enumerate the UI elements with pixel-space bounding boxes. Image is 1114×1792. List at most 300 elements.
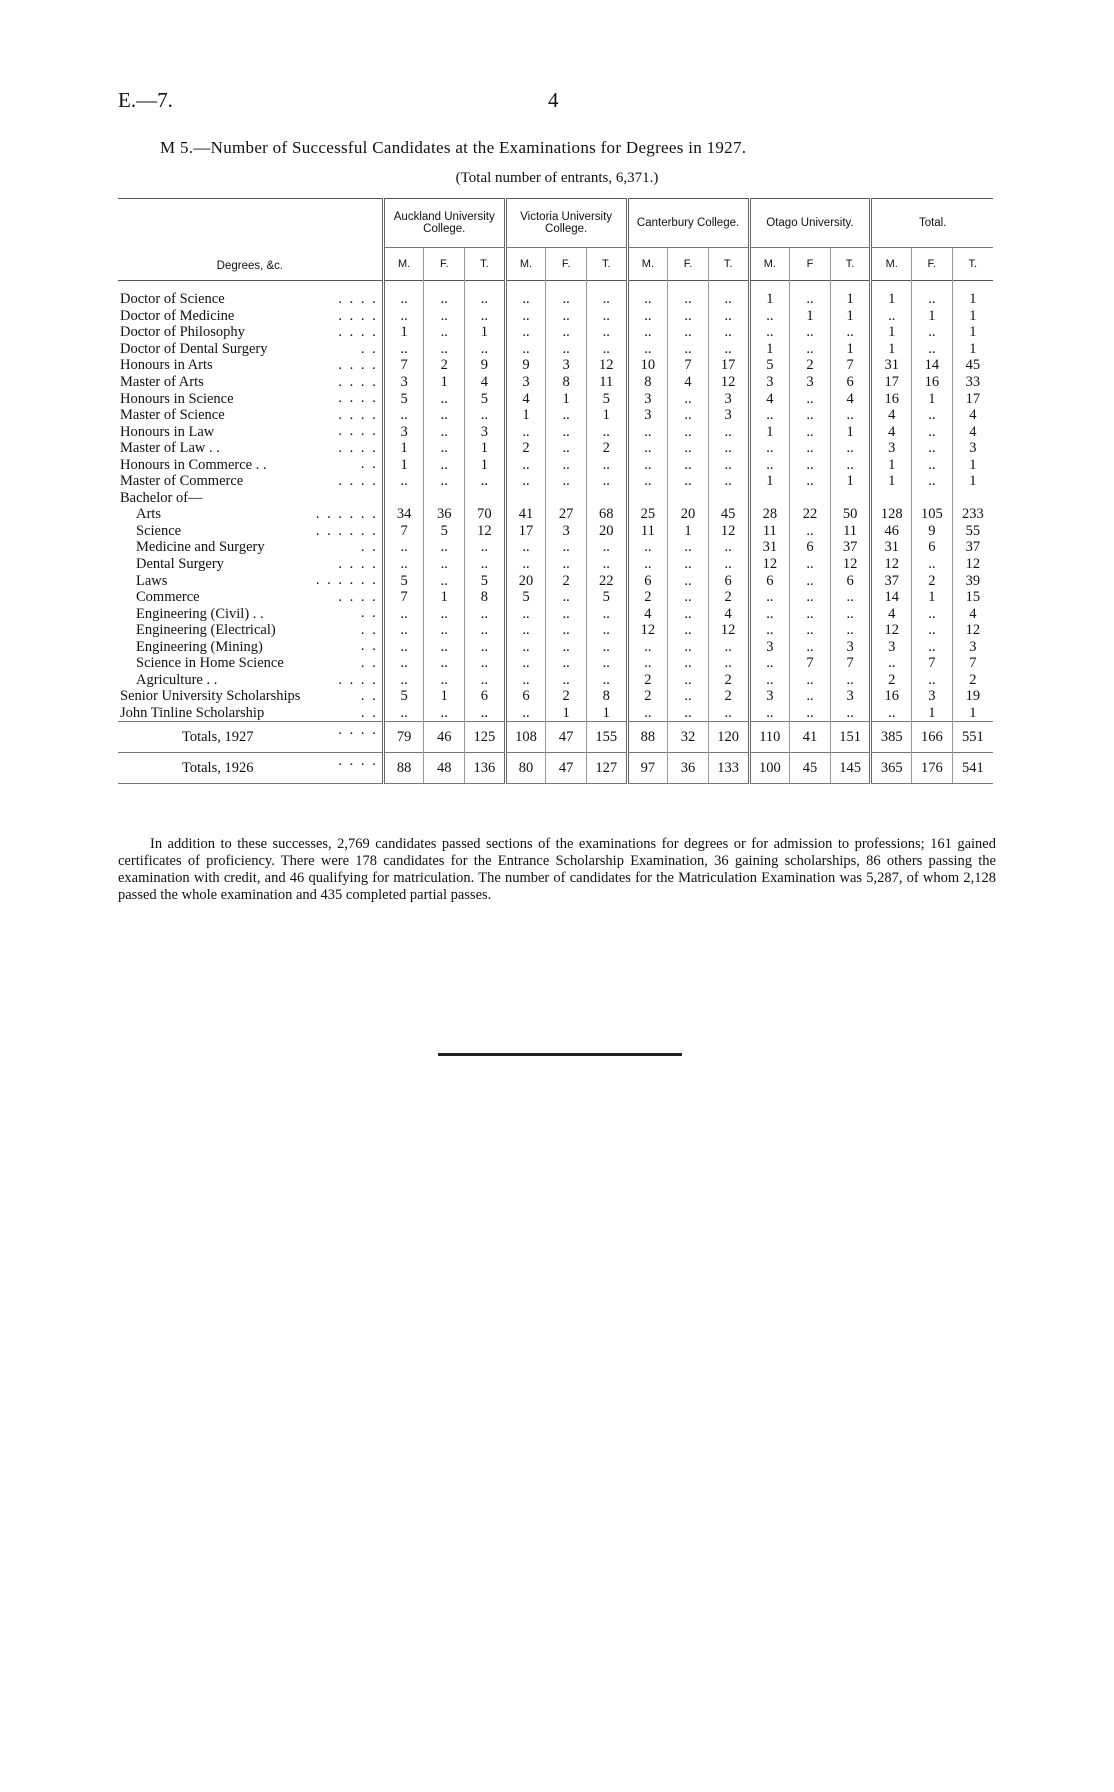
value-cell: .. — [505, 324, 546, 341]
value-cell: 1 — [830, 291, 871, 308]
value-cell: 22 — [790, 506, 831, 523]
value-cell: .. — [668, 390, 709, 407]
value-cell: 7 — [383, 589, 424, 606]
value-cell: .. — [871, 655, 912, 672]
row-label-cell — [118, 722, 383, 753]
row-label-cell — [118, 374, 383, 391]
value-cell: .. — [546, 407, 587, 424]
value-cell: .. — [505, 556, 546, 573]
row-label-cell — [118, 390, 383, 407]
value-cell: .. — [627, 638, 668, 655]
value-cell: 41 — [790, 722, 831, 753]
row-label: Honours in Commerce . . — [120, 456, 267, 473]
value-cell: 1 — [871, 324, 912, 341]
value-cell: 3 — [830, 688, 871, 705]
value-cell: .. — [668, 473, 709, 490]
value-cell: 79 — [383, 722, 424, 753]
leader-dots: . . . . . . — [315, 506, 378, 523]
value-cell: 5 — [465, 572, 506, 589]
value-cell: 1 — [586, 407, 627, 424]
value-cell: .. — [546, 456, 587, 473]
sex-column-header: T. — [586, 248, 627, 281]
value-cell: 3 — [749, 374, 790, 391]
value-cell: .. — [830, 605, 871, 622]
value-cell: 12 — [952, 622, 993, 639]
value-cell: 1 — [952, 291, 993, 308]
value-cell: 1 — [424, 688, 465, 705]
row-label: Arts — [136, 506, 161, 523]
value-cell: .. — [668, 622, 709, 639]
value-cell: .. — [627, 291, 668, 308]
value-cell: 2 — [708, 688, 749, 705]
value-cell: 11 — [586, 374, 627, 391]
value-cell: .. — [465, 341, 506, 358]
value-cell: 2 — [627, 672, 668, 689]
value-cell: 3 — [465, 423, 506, 440]
value-cell: .. — [465, 556, 506, 573]
table-row — [118, 490, 993, 507]
value-cell: .. — [912, 605, 953, 622]
value-cell: 155 — [586, 722, 627, 753]
value-cell: 4 — [749, 390, 790, 407]
value-cell: 11 — [749, 523, 790, 540]
table-row — [118, 655, 993, 672]
value-cell: 12 — [627, 622, 668, 639]
value-cell: 4 — [871, 423, 912, 440]
value-cell: 1 — [830, 341, 871, 358]
value-cell: 1 — [952, 456, 993, 473]
value-cell: 12 — [708, 374, 749, 391]
value-cell: 5 — [749, 357, 790, 374]
value-cell: .. — [383, 539, 424, 556]
table-subtitle: (Total number of entrants, 6,371.) — [455, 170, 659, 186]
value-cell: 1 — [912, 390, 953, 407]
value-cell: .. — [830, 324, 871, 341]
value-cell: .. — [912, 324, 953, 341]
value-cell: .. — [424, 456, 465, 473]
value-cell: .. — [627, 440, 668, 457]
value-cell: .. — [790, 688, 831, 705]
value-cell: .. — [424, 390, 465, 407]
value-cell: .. — [749, 308, 790, 325]
value-cell: 4 — [952, 423, 993, 440]
value-cell: .. — [668, 539, 709, 556]
value-cell: 5 — [586, 589, 627, 606]
leader-dots: . . . . — [338, 406, 378, 423]
row-label-cell — [118, 291, 383, 308]
table-row — [118, 291, 993, 308]
leader-dots: . . . . — [338, 390, 378, 407]
value-cell: 34 — [383, 506, 424, 523]
value-cell — [505, 490, 546, 507]
row-label-cell — [118, 605, 383, 622]
value-cell: 16 — [871, 390, 912, 407]
value-cell: 48 — [424, 753, 465, 784]
value-cell: 145 — [830, 753, 871, 784]
value-cell: .. — [424, 324, 465, 341]
value-cell: 1 — [749, 341, 790, 358]
table-row — [118, 622, 993, 639]
value-cell: 45 — [708, 506, 749, 523]
value-cell: 3 — [749, 688, 790, 705]
leader-dots: . . . . — [338, 324, 378, 341]
sex-column-header: M. — [749, 248, 790, 281]
table-row — [118, 407, 993, 424]
value-cell: .. — [749, 672, 790, 689]
value-cell: .. — [424, 556, 465, 573]
row-label: Science — [136, 522, 182, 539]
row-label-cell — [118, 655, 383, 672]
value-cell: .. — [586, 308, 627, 325]
row-label-cell — [118, 341, 383, 358]
value-cell: .. — [708, 423, 749, 440]
value-cell: .. — [912, 440, 953, 457]
value-cell: .. — [383, 705, 424, 722]
table-row — [118, 705, 993, 722]
row-label-cell — [118, 688, 383, 705]
leader-dots: . . . . — [338, 291, 378, 307]
value-cell: .. — [586, 655, 627, 672]
value-cell: 1 — [871, 291, 912, 308]
value-cell — [749, 490, 790, 507]
leader-dots: . . . . — [338, 588, 378, 605]
row-label-cell — [118, 556, 383, 573]
value-cell: .. — [586, 539, 627, 556]
value-cell: .. — [790, 622, 831, 639]
value-cell: .. — [424, 440, 465, 457]
value-cell: .. — [790, 390, 831, 407]
sex-column-header: T. — [465, 248, 506, 281]
value-cell: 1 — [871, 473, 912, 490]
leader-dots: . . — [360, 456, 378, 473]
value-cell: 6 — [708, 572, 749, 589]
value-cell: 4 — [627, 605, 668, 622]
value-cell: 6 — [465, 688, 506, 705]
value-cell: 17 — [871, 374, 912, 391]
value-cell: 128 — [871, 506, 912, 523]
value-cell: .. — [546, 291, 587, 308]
sex-column-header: T. — [830, 248, 871, 281]
value-cell: 1 — [749, 473, 790, 490]
value-cell: .. — [749, 622, 790, 639]
value-cell: .. — [383, 407, 424, 424]
table-row — [118, 605, 993, 622]
value-cell: .. — [871, 308, 912, 325]
value-cell: .. — [546, 672, 587, 689]
value-cell: .. — [424, 291, 465, 308]
value-cell: 41 — [505, 506, 546, 523]
value-cell: 2 — [546, 688, 587, 705]
value-cell: .. — [424, 605, 465, 622]
value-cell: .. — [383, 341, 424, 358]
table-row — [118, 357, 993, 374]
value-cell: .. — [790, 407, 831, 424]
value-cell: .. — [668, 440, 709, 457]
value-cell: 50 — [830, 506, 871, 523]
value-cell: 37 — [952, 539, 993, 556]
value-cell: 3 — [627, 390, 668, 407]
value-cell: .. — [912, 556, 953, 573]
value-cell: .. — [668, 324, 709, 341]
value-cell: 2 — [708, 672, 749, 689]
value-cell: 33 — [952, 374, 993, 391]
value-cell: 37 — [871, 572, 912, 589]
value-cell: 5 — [424, 523, 465, 540]
end-rule — [438, 1053, 682, 1056]
value-cell: .. — [668, 341, 709, 358]
row-label-cell — [118, 672, 383, 689]
value-cell: 3 — [871, 440, 912, 457]
value-cell: 7 — [383, 357, 424, 374]
value-cell: 1 — [830, 473, 871, 490]
value-cell: 2 — [627, 589, 668, 606]
value-cell: .. — [465, 605, 506, 622]
value-cell — [546, 490, 587, 507]
value-cell: .. — [912, 291, 953, 308]
value-cell: 88 — [627, 722, 668, 753]
value-cell: .. — [668, 672, 709, 689]
value-cell: .. — [505, 539, 546, 556]
value-cell: .. — [790, 589, 831, 606]
value-cell: 3 — [830, 638, 871, 655]
value-cell: .. — [586, 341, 627, 358]
footnote-paragraph — [118, 836, 996, 904]
value-cell: .. — [790, 705, 831, 722]
sex-column-header: F. — [546, 248, 587, 281]
value-cell: .. — [586, 638, 627, 655]
value-cell: 4 — [952, 407, 993, 424]
value-cell: 55 — [952, 523, 993, 540]
row-label-cell — [118, 523, 383, 540]
row-label-cell — [118, 622, 383, 639]
value-cell: .. — [424, 423, 465, 440]
row-label: Doctor of Science — [120, 291, 225, 308]
value-cell: 3 — [790, 374, 831, 391]
value-cell: .. — [830, 407, 871, 424]
institution-header: Victoria University College. — [505, 199, 627, 248]
value-cell: .. — [627, 539, 668, 556]
value-cell: 176 — [912, 753, 953, 784]
value-cell: 1 — [912, 589, 953, 606]
value-cell: 3 — [383, 423, 424, 440]
value-cell: .. — [424, 572, 465, 589]
value-cell: 2 — [424, 357, 465, 374]
value-cell: 1 — [952, 324, 993, 341]
row-label: Honours in Arts — [120, 357, 213, 374]
table-row — [118, 539, 993, 556]
row-label-cell — [118, 572, 383, 589]
value-cell: .. — [505, 605, 546, 622]
value-cell: 2 — [952, 672, 993, 689]
value-cell: 14 — [871, 589, 912, 606]
value-cell: .. — [708, 291, 749, 308]
value-cell: 1 — [465, 324, 506, 341]
value-cell: .. — [505, 638, 546, 655]
value-cell: .. — [505, 456, 546, 473]
table-row — [118, 324, 993, 341]
row-label: Medicine and Surgery — [136, 539, 265, 556]
value-cell: .. — [383, 556, 424, 573]
value-cell: .. — [546, 324, 587, 341]
value-cell: .. — [708, 539, 749, 556]
value-cell: .. — [424, 341, 465, 358]
value-cell: 8 — [546, 374, 587, 391]
row-label: Master of Science — [120, 407, 225, 424]
value-cell: 7 — [830, 655, 871, 672]
value-cell: 4 — [830, 390, 871, 407]
value-cell — [871, 490, 912, 507]
value-cell: .. — [749, 456, 790, 473]
value-cell: .. — [830, 589, 871, 606]
value-cell: 3 — [383, 374, 424, 391]
value-cell: .. — [546, 473, 587, 490]
value-cell: 3 — [627, 407, 668, 424]
value-cell: 1 — [952, 341, 993, 358]
value-cell: 3 — [912, 688, 953, 705]
value-cell: 16 — [871, 688, 912, 705]
value-cell: 12 — [749, 556, 790, 573]
value-cell: 5 — [586, 390, 627, 407]
value-cell: 12 — [871, 556, 912, 573]
leader-dots: . . — [360, 605, 378, 622]
value-cell: 1 — [912, 308, 953, 325]
value-cell: 1 — [546, 705, 587, 722]
totals-row — [118, 722, 993, 753]
value-cell: .. — [424, 672, 465, 689]
value-cell: 97 — [627, 753, 668, 784]
value-cell: .. — [586, 291, 627, 308]
value-cell: .. — [708, 473, 749, 490]
row-label: Totals, 1926 — [182, 760, 254, 777]
row-label-cell — [118, 539, 383, 556]
row-label: Dental Surgery — [136, 556, 224, 573]
value-cell: 108 — [505, 722, 546, 753]
value-cell: 7 — [383, 523, 424, 540]
value-cell: .. — [465, 291, 506, 308]
leader-dots: . . . . — [338, 753, 378, 770]
value-cell: 12 — [586, 357, 627, 374]
value-cell: 46 — [871, 523, 912, 540]
value-cell: .. — [465, 473, 506, 490]
row-label-cell — [118, 308, 383, 325]
value-cell: 5 — [383, 390, 424, 407]
leader-dots: . . . . . . — [315, 572, 378, 589]
row-label: Commerce — [136, 589, 200, 606]
leader-dots: . . . . — [338, 307, 378, 324]
value-cell: 4 — [668, 374, 709, 391]
spacer-row — [118, 281, 993, 292]
value-cell: 1 — [871, 341, 912, 358]
value-cell: .. — [912, 622, 953, 639]
value-cell: 2 — [546, 572, 587, 589]
value-cell: 12 — [708, 523, 749, 540]
value-cell: .. — [586, 456, 627, 473]
value-cell: .. — [668, 688, 709, 705]
value-cell: 15 — [952, 589, 993, 606]
value-cell: .. — [586, 324, 627, 341]
value-cell: 3 — [546, 523, 587, 540]
leader-dots: . . — [360, 621, 378, 638]
value-cell — [465, 490, 506, 507]
value-cell: .. — [627, 705, 668, 722]
value-cell: .. — [749, 605, 790, 622]
value-cell: 2 — [912, 572, 953, 589]
value-cell: 3 — [952, 638, 993, 655]
value-cell: 31 — [871, 357, 912, 374]
value-cell: 1 — [383, 324, 424, 341]
value-cell: 2 — [871, 672, 912, 689]
value-cell: .. — [668, 589, 709, 606]
value-cell: 3 — [708, 390, 749, 407]
value-cell: .. — [505, 291, 546, 308]
value-cell: 385 — [871, 722, 912, 753]
value-cell: 25 — [627, 506, 668, 523]
value-cell: .. — [505, 308, 546, 325]
value-cell: 3 — [749, 638, 790, 655]
value-cell: .. — [790, 638, 831, 655]
value-cell: .. — [383, 672, 424, 689]
value-cell: 3 — [708, 407, 749, 424]
value-cell: .. — [830, 440, 871, 457]
value-cell: .. — [668, 605, 709, 622]
value-cell: 12 — [465, 523, 506, 540]
value-cell: 127 — [586, 753, 627, 784]
row-label-cell — [118, 456, 383, 473]
page-number: 4 — [548, 88, 559, 112]
value-cell: .. — [627, 308, 668, 325]
leader-dots: . . — [360, 704, 378, 721]
value-cell: .. — [668, 407, 709, 424]
table-row — [118, 423, 993, 440]
sex-column-header: T. — [708, 248, 749, 281]
value-cell: 1 — [749, 423, 790, 440]
value-cell: 5 — [505, 589, 546, 606]
value-cell: .. — [465, 705, 506, 722]
document-code: E.—7. — [118, 88, 173, 112]
degrees-column-header: Degrees, &c. — [216, 260, 284, 272]
value-cell: .. — [790, 473, 831, 490]
value-cell: 11 — [830, 523, 871, 540]
value-cell: 133 — [708, 753, 749, 784]
table-row — [118, 638, 993, 655]
value-cell: 3 — [952, 440, 993, 457]
row-label-cell — [118, 490, 383, 507]
sex-column-header: T. — [952, 248, 993, 281]
sex-column-header: F. — [424, 248, 465, 281]
value-cell: .. — [668, 291, 709, 308]
value-cell: 32 — [668, 722, 709, 753]
value-cell: 9 — [912, 523, 953, 540]
value-cell: .. — [912, 423, 953, 440]
value-cell: .. — [546, 655, 587, 672]
value-cell: .. — [668, 705, 709, 722]
value-cell: .. — [627, 423, 668, 440]
table-row — [118, 688, 993, 705]
leader-dots: . . — [360, 539, 378, 556]
value-cell: 151 — [830, 722, 871, 753]
leader-dots: . . . . — [338, 423, 378, 440]
value-cell: 12 — [952, 556, 993, 573]
value-cell — [830, 490, 871, 507]
value-cell: .. — [668, 655, 709, 672]
row-label: Master of Arts — [120, 374, 204, 390]
value-cell: .. — [708, 308, 749, 325]
value-cell: .. — [627, 456, 668, 473]
leader-dots: . . . . — [338, 671, 378, 688]
value-cell: 5 — [465, 390, 506, 407]
value-cell: 1 — [505, 407, 546, 424]
value-cell: .. — [546, 308, 587, 325]
